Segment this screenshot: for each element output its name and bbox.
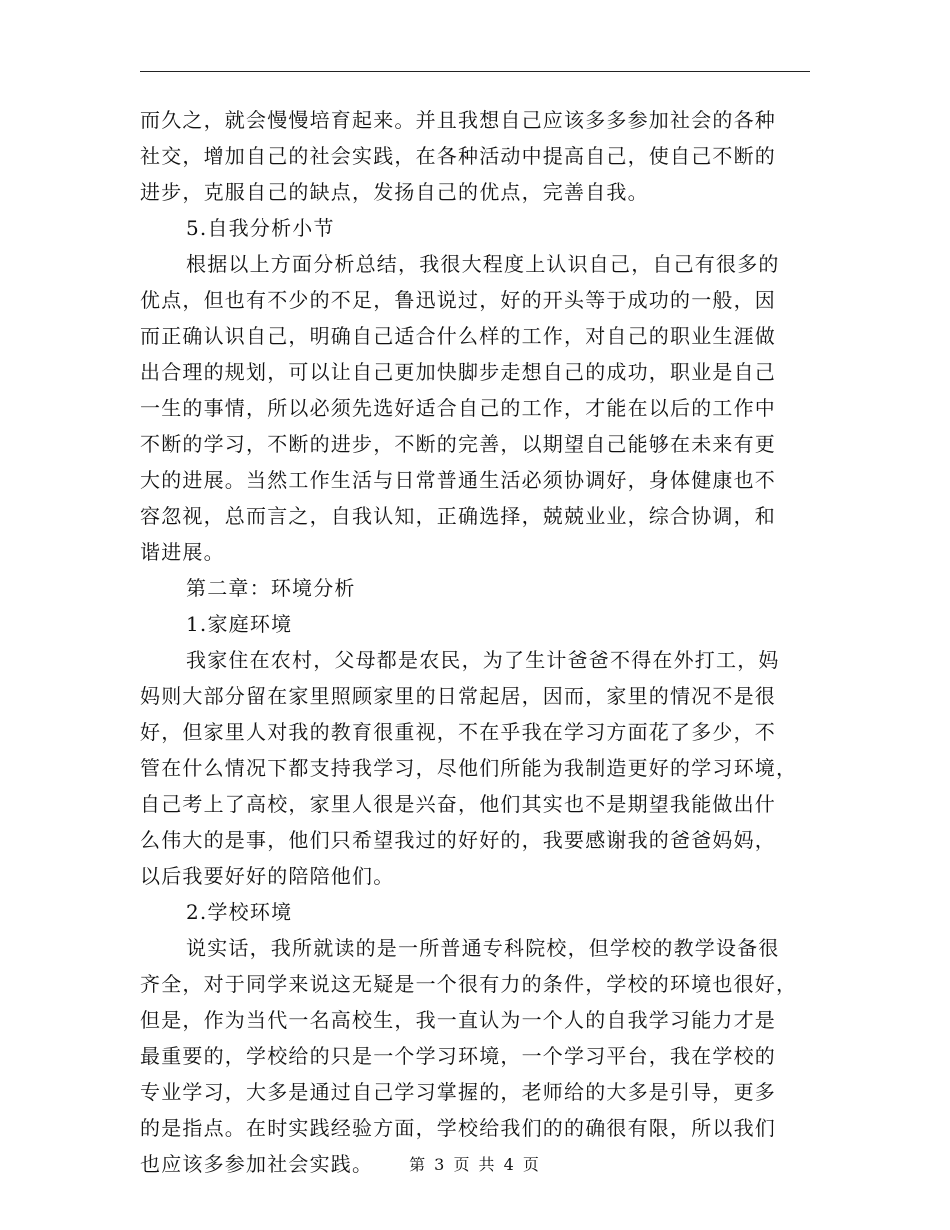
text-line: 么伟大的是事，他们只希望我过的好好的，我要感谢我的爸爸妈妈， <box>140 828 776 852</box>
text-line: 说实话，我所就读的是一所普通专科院校，但学校的教学设备很 <box>186 936 780 960</box>
text-line: 自己考上了高校，家里人很是兴奋，他们其实也不是期望我能做出什 <box>140 792 776 816</box>
text-line: 第二章：环境分析 <box>186 576 356 600</box>
text-line: 管在什么情况下都支持我学习，尽他们所能为我制造更好的学习环境， <box>140 756 798 780</box>
text-line: 不断的学习，不断的进步，不断的完善，以期望自己能够在未来有更 <box>140 432 776 456</box>
text-line: 谐进展。 <box>140 540 225 564</box>
text-line: 1.家庭环境 <box>186 612 293 636</box>
text-line: 最重要的，学校给的只是一个学习环境，一个学习平台，我在学校的 <box>140 1044 776 1068</box>
text-line: 而久之，就会慢慢培育起来。并且我想自己应该多多参加社会的各种 <box>140 108 776 132</box>
document-body <box>140 102 810 1182</box>
text-line: 优点，但也有不少的不足，鲁迅说过，好的开头等于成功的一般，因 <box>140 288 776 312</box>
text-line: 好，但家里人对我的教育很重视，不在乎我在学习方面花了多少，不 <box>140 720 776 744</box>
text-line: 2.学校环境 <box>186 900 293 924</box>
text-line: 专业学习，大多是通过自己学习掌握的，老师给的大多是引导，更多 <box>140 1080 776 1104</box>
text-line: 一生的事情，所以必须先选好适合自己的工作，才能在以后的工作中 <box>140 396 776 420</box>
text-line: 5.自我分析小节 <box>186 216 335 240</box>
text-line: 的是指点。在时实践经验方面，学校给我们的的确很有限，所以我们 <box>140 1116 776 1140</box>
text-line: 但是，作为当代一名高校生，我一直认为一个人的自我学习能力才是 <box>140 1008 776 1032</box>
text-line: 社交，增加自己的社会实践，在各种活动中提高自己，使自己不断的 <box>140 144 776 168</box>
text-line: 齐全，对于同学来说这无疑是一个很有力的条件，学校的环境也很好， <box>140 972 798 996</box>
header-rule <box>140 71 810 72</box>
page-number: 第 3 页 共 4 页 <box>409 1155 541 1174</box>
text-line: 容忽视，总而言之，自我认知，正确选择，兢兢业业，综合协调，和 <box>140 504 776 528</box>
text-line: 出合理的规划，可以让自己更加快脚步走想自己的成功，职业是自己 <box>140 360 776 384</box>
text-line: 根据以上方面分析总结，我很大程度上认识自己，自己有很多的 <box>186 252 780 276</box>
text-line: 而正确认识自己，明确自己适合什么样的工作，对自己的职业生涯做 <box>140 324 776 348</box>
text-line: 大的进展。当然工作生活与日常普通生活必须协调好，身体健康也不 <box>140 468 776 492</box>
text-line: 进步，克服自己的缺点，发扬自己的优点，完善自我。 <box>140 180 649 204</box>
text-line: 妈则大部分留在家里照顾家里的日常起居，因而，家里的情况不是很 <box>140 684 776 708</box>
text-line: 也应该多参加社会实践。 <box>140 1152 374 1176</box>
text-line: 我家住在农村，父母都是农民，为了生计爸爸不得在外打工，妈 <box>186 648 780 672</box>
text-line: 以后我要好好的陪陪他们。 <box>140 864 395 888</box>
